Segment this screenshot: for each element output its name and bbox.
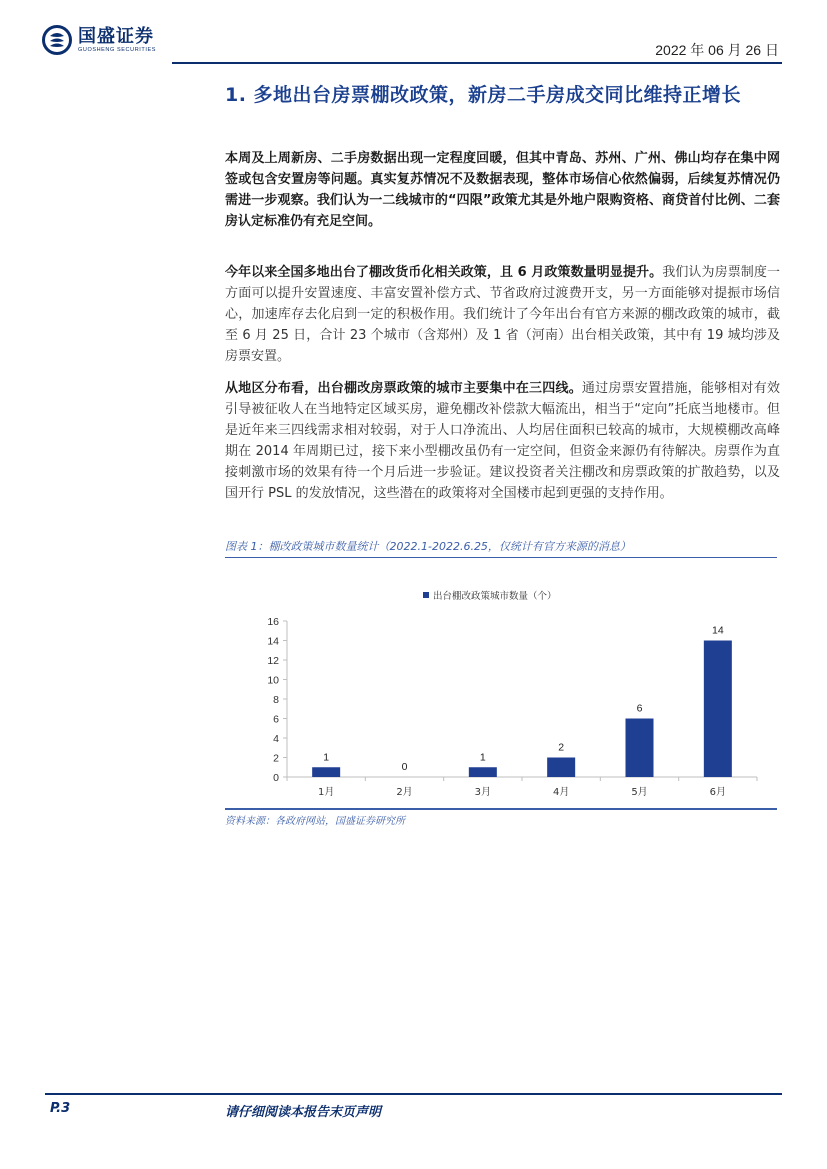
figure-source: 资料来源：各政府网站，国盛证券研究所 xyxy=(225,816,405,827)
x-tick-label: 6月 xyxy=(709,787,727,798)
y-tick-label: 14 xyxy=(267,635,279,648)
y-tick-label: 16 xyxy=(267,616,279,628)
brand-name-en: GUOSHENG SECURITIES xyxy=(78,46,157,53)
figure-caption: 图表 1：棚改政策城市数量统计（2022.1-2022.6.25，仅统计有官方来源的消息） xyxy=(225,540,631,553)
bar xyxy=(626,719,654,778)
figure-top-rule xyxy=(225,557,777,558)
brand-logo xyxy=(42,25,156,55)
data-label: 14 xyxy=(711,624,724,637)
report-date: 2022 年 06 月 26 日 xyxy=(655,42,779,58)
section-title: 1. 多地出台房票棚改政策，新房二手房成交同比维持正增长 xyxy=(225,84,742,106)
paragraph-policy xyxy=(225,262,780,367)
data-label: 1 xyxy=(323,751,330,764)
paragraph-policy-body: 我们认为房票制度一方面可以提升安置速度、丰富安置补偿方式、节省政府过渡费开支，另一方面能够对提振市场信心，加速库存去化启到一定的积极作用。我们统计了今年出台有官方来源的棚改政策的城市，截至 6 月 25 日，合计 23 个城市（含郑州）及 1 省（河南）出台相关政策，其中有 19 城均涉及房票安置。 xyxy=(225,265,780,364)
page-number: P.3 xyxy=(50,1101,71,1116)
paragraph-region-lead: 从地区分布看，出台棚改房票政策的城市主要集中在三四线。 xyxy=(225,381,582,396)
footer-disclaimer: 请仔细阅读本报告末页声明 xyxy=(225,1105,382,1120)
paragraph-region xyxy=(225,378,780,504)
paragraph-policy-lead: 今年以来全国多地出台了棚改货币化相关政策，且 6 月政策数量明显提升。 xyxy=(225,265,663,280)
legend-label: 出台棚改政策城市数量（个） xyxy=(433,591,557,602)
y-tick-label: 2 xyxy=(273,752,279,765)
x-tick-label: 1月 xyxy=(317,787,335,798)
y-tick-label: 0 xyxy=(273,772,279,784)
y-tick-label: 6 xyxy=(273,713,279,726)
brand-name-cn: 国盛证券 xyxy=(78,25,154,47)
x-tick-label: 3月 xyxy=(474,787,492,798)
x-tick-label: 2月 xyxy=(396,787,413,798)
brand-logo-icon xyxy=(42,25,72,55)
data-label: 1 xyxy=(479,751,486,764)
paragraph-region-body: 通过房票安置措施，能够相对有效引导被征收人在当地特定区域买房，避免棚改补偿款大幅流出，相当于“定向”托底当地楼市。但是近年来三四线需求相对较弱，对于人口净流出、人均居住面积已较高的城市，大规模棚改高峰期在 2014 年周期已过，接下来小型棚改虽仍有一定空间，但资金来源仍有待解决。房票作为直接刺激市场的效果有待一个月后进一步验证。建议投资者关注棚改和房票政策的扩散趋势，以及国开行 PSL 的发放情况，这些潜在的政策将对全国楼市起到更强的支持作用。 xyxy=(225,381,780,501)
y-tick-label: 8 xyxy=(273,694,279,706)
bar xyxy=(547,758,575,778)
data-label: 6 xyxy=(636,702,643,715)
data-label: 2 xyxy=(558,741,565,754)
y-tick-label: 10 xyxy=(267,674,279,687)
legend-swatch xyxy=(423,592,429,598)
header-divider xyxy=(172,62,782,64)
bar-chart xyxy=(225,560,777,808)
bar xyxy=(469,767,497,777)
figure-bottom-rule xyxy=(225,808,777,810)
bar xyxy=(312,767,340,777)
footer-divider xyxy=(45,1093,782,1095)
y-tick-label: 4 xyxy=(273,733,279,745)
y-tick-label: 12 xyxy=(267,655,279,667)
x-tick-label: 4月 xyxy=(552,787,570,798)
x-tick-label: 5月 xyxy=(631,787,648,798)
data-label: 0 xyxy=(401,761,408,773)
bar xyxy=(704,641,732,778)
paragraph-summary: 本周及上周新房、二手房数据出现一定程度回暖，但其中青岛、苏州、广州、佛山均存在集中网签或包含安置房等问题。真实复苏情况不及数据表现，整体市场信心依然偏弱，后续复苏情况仍需进一步观察。我们认为一二线城市的“四限”政策尤其是外地户限购资格、商贷首付比例、二套房认定标准仍有充足空间。 xyxy=(225,151,780,229)
